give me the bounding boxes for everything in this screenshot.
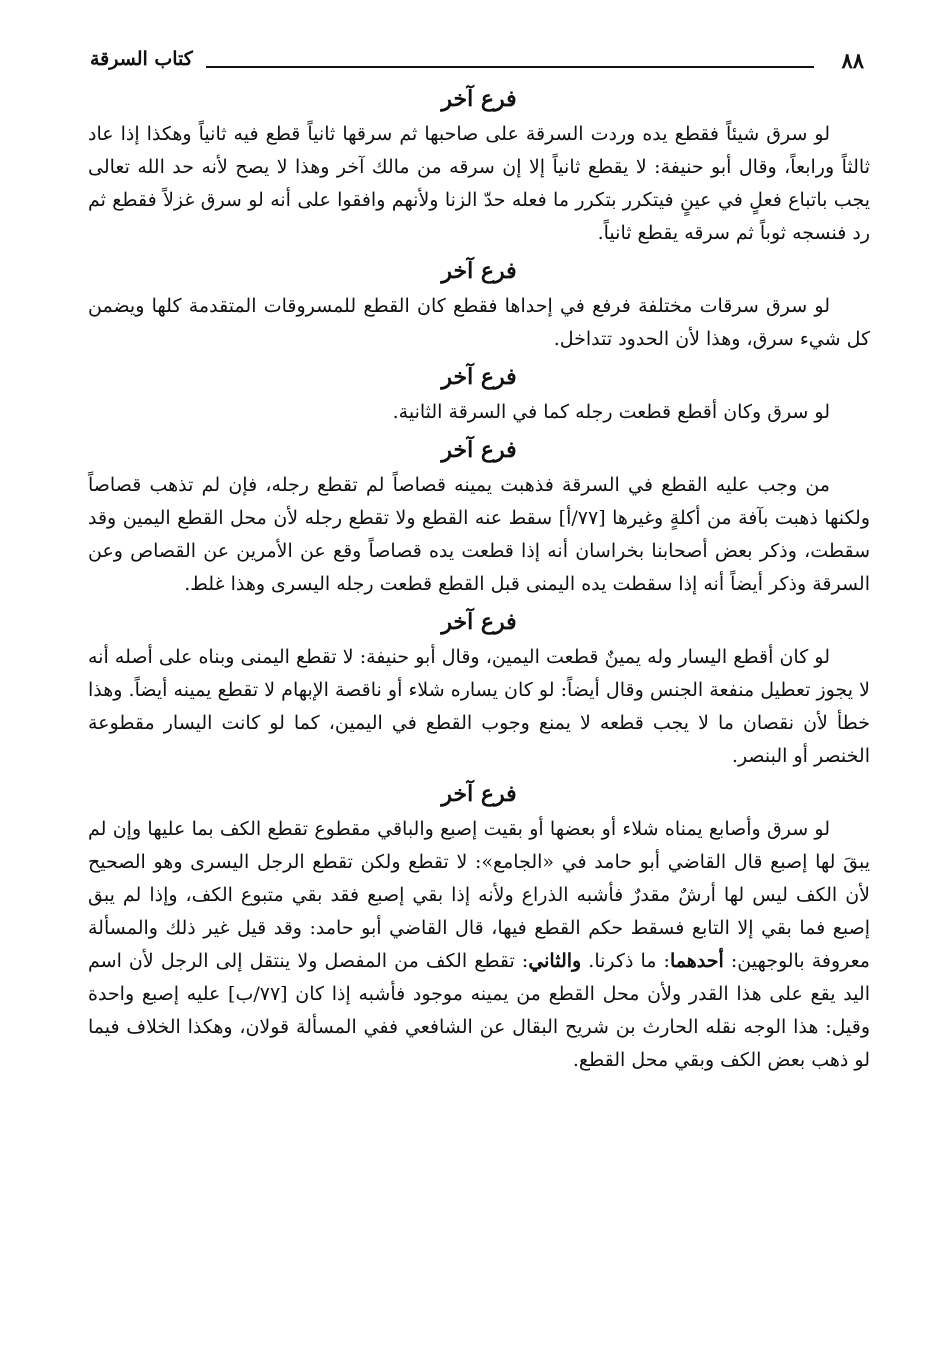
paragraph-text: لو سرق وأصابع يمناه شلاء أو بعضها أو بقيت إصبع والباقي مقطوع تقطع الكف بما عليها وإن لم يبقَ لها إصبع قال القاضي أبو حامد في «الجامع»: لا تقطع ولكن تقطع الرجل اليسرى وهو الصحيح لأن الكف ليس لها أرشٌ مقدرٌ فأشبه الذراع ولأنه إذا بقي إصبع فقد بقي متبوع الكف، وإذا لم يبق إصبع فما بقي إلا التابع فسقط حكم القطع فيها، قال القاضي أبو حامد: وقد قيل غير ذلك والمسألة معروفة بالوجهين: [88, 818, 870, 972]
page-number: ٨٨ [841, 48, 864, 73]
paragraph-text: لو سرق سرقات مختلفة فرفع في إحداها فقطع كان القطع للمسروقات المتقدمة كلها ويضمن كل شيء سرق، وهذا لأن الحدود تتداخل. [88, 295, 870, 350]
paragraph-text: لو كان أقطع اليسار وله يمينٌ قطعت اليمين، وقال أبو حنيفة: لا تقطع اليمنى وبناه على أصله أنه لا يجوز تعطيل منفعة الجنس وقال أيضاً: لو كان يساره شلاء أو ناقصة الإبهام لا تقطع يمينه أيضاً. وهذا خطأ لأن نقصان ما لا يجب قطعه لا يمنع وجوب القطع في اليمين، كما لو كانت اليسار مقطوعة الخنصر أو البنصر. [88, 646, 870, 767]
section-5 [88, 607, 870, 773]
section-1 [88, 84, 870, 250]
section-paragraph [88, 469, 870, 601]
paragraph-text: من وجب عليه القطع في السرقة فذهبت يمينه قصاصاً لم تقطع رجله، فإن لم تذهب قصاصاً ولكنها ذهبت بآفة من أكلةٍ وغيرها [٧٧/أ] سقط عنه القطع ولا تقطع رجله لأن محل القطع اليمين وقد سقطت، وذكر بعض أصحابنا بخراسان أنه إذا قطعت يده قصاصاً وقع عن الأمرين عن القصاص وعن السرقة وذكر أيضاً أنه إذا سقطت يده اليمنى قبل القطع قطعت رجله اليسرى وهذا غلط. [88, 474, 870, 595]
bold-term: والثاني [528, 950, 582, 972]
section-heading: فرع آخر [441, 781, 517, 807]
section-paragraph [88, 118, 870, 250]
section-paragraph [88, 396, 870, 429]
paragraph-text: : ما ذكرنا. [581, 950, 670, 972]
book-page [88, 38, 870, 1077]
paragraph-text: : تقطع الكف من المفصل ولا ينتقل إلى الرجل لأن اسم اليد يقع على هذا القدر ولأن محل القطع من يمينه موجود فأشبه إذا كان [٧٧/ب] عليه إصبع واحدة وقيل: هذا الوجه نقله الحارث بن شريح البقال عن الشافعي ففي المسألة قولان، وهكذا الخلاف فيما لو ذهب بعض الكف وبقي محل القطع. [88, 950, 870, 1071]
section-paragraph [88, 290, 870, 356]
paragraph-text: لو سرق وكان أقطع قطعت رجله كما في السرقة الثانية. [392, 401, 830, 423]
running-header [88, 38, 870, 78]
section-4 [88, 435, 870, 601]
section-heading: فرع آخر [441, 258, 517, 284]
section-heading: فرع آخر [441, 437, 517, 463]
section-paragraph [88, 641, 870, 773]
section-heading: فرع آخر [441, 364, 517, 390]
section-heading: فرع آخر [441, 86, 517, 112]
paragraph-text: لو سرق شيئاً فقطع يده وردت السرقة على صاحبها ثم سرقها ثانياً قطع فيه ثانياً وهكذا إذا عاد ثالثاً ورابعاً، وقال أبو حنيفة: لا يقطع ثانياً إلا إن سرقه من مالك آخر وهذا لا يصح لأنه حد الله تعالى يجب باتباع فعلٍ في عينٍ فيتكرر بتكرر ما فعله حدّ الزنا ولأنهم وافقوا على أنه لو سرق غزلاً فقطع ثم رد فنسجه ثوباً ثم سرقه يقطع ثانياً. [88, 123, 870, 244]
section-heading: فرع آخر [441, 609, 517, 635]
section-3 [88, 362, 870, 429]
bold-term: أحدهما [669, 950, 724, 972]
section-paragraph [88, 813, 870, 1077]
book-title: كتاب السرقة [90, 48, 193, 70]
section-2 [88, 256, 870, 356]
header-rule [206, 66, 814, 68]
section-6 [88, 779, 870, 1077]
